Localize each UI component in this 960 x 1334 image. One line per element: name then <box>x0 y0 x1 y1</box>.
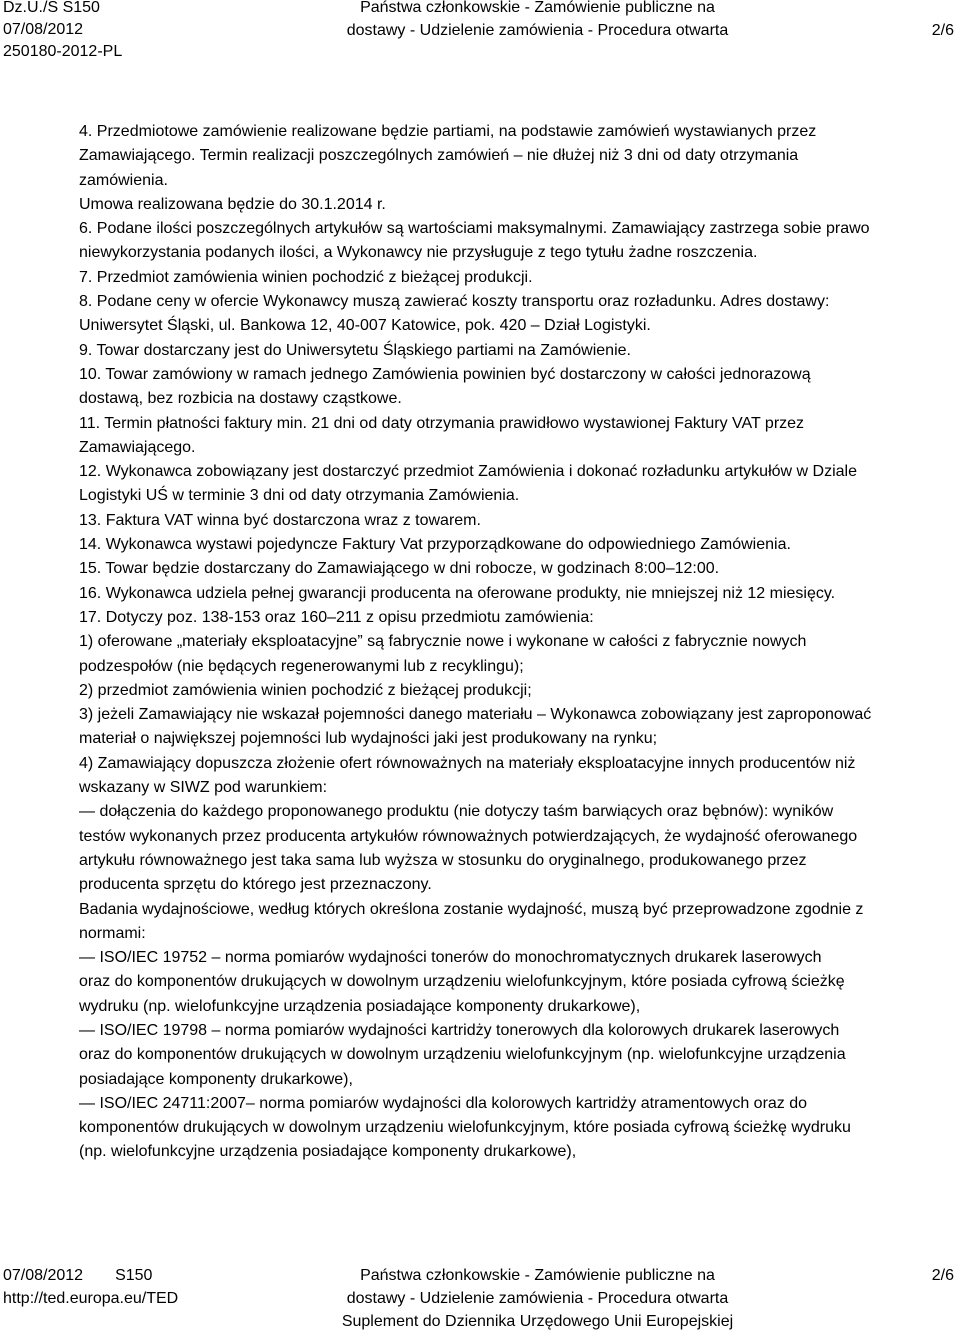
footer-page-number: 2/6 <box>931 1267 954 1284</box>
body-line: Zamawiającego. <box>79 438 196 456</box>
body-line: 9. Towar dostarczany jest do Uniwersytetu Śląskiego partiami na Zamówienie. <box>79 341 631 359</box>
footer-date: 07/08/2012 <box>3 1267 84 1284</box>
journal-ref: Dz.U./S S150 <box>3 0 100 16</box>
header-date: 07/08/2012 <box>3 21 84 38</box>
footer-title <box>250 1264 825 1333</box>
body-line: 11. Termin płatności faktury min. 21 dni od daty otrzymania prawidłowo wystawionej Faktury VAT przez <box>79 414 805 432</box>
body-line: Umowa realizowana będzie do 30.1.2014 r. <box>79 195 386 213</box>
body-line: 8. Podane ceny w ofercie Wykonawcy muszą zawierać koszty transportu oraz rozładunku. Adres dostawy: <box>79 293 830 311</box>
body-line: — ISO/IEC 19798 – norma pomiarów wydajności kartridży tonerowych dla kolorowych drukarek laserowych <box>79 1021 840 1039</box>
body-line: 10. Towar zamówiony w ramach jednego Zamówienia powinien być dostarczony w całości jednorazową <box>79 365 811 383</box>
footer-series: S150 <box>115 1267 153 1284</box>
footer-url-link[interactable]: http://ted.europa.eu/TED <box>3 1290 179 1307</box>
body-line: podzespołów (nie będących regenerowanymi lub z recyklingu); <box>79 657 524 675</box>
body-line: oraz do komponentów drukujących w dowolnym urządzeniu wielofunkcyjnym (np. wielofunkcyjne urządzenia <box>79 1046 846 1064</box>
body-line: — dołączenia do każdego proponowanego produktu (nie dotyczy taśm barwiących oraz bębnów): wyników <box>79 803 834 821</box>
body-line: Badania wydajnościowe, według których określona zostanie wydajność, muszą być przeprowadzone zgodnie z <box>79 900 864 918</box>
footer-title-line3: Suplement do Dziennika Urzędowego Unii Europejskiej <box>341 1313 734 1330</box>
body-line: posiadające komponenty drukarkowe), <box>79 1070 353 1088</box>
notice-id: 250180-2012-PL <box>3 43 123 60</box>
body-line: Zamawiającego. Termin realizacji poszczególnych zamówień – nie dłużej niż 3 dni od daty otrzymania <box>79 147 799 165</box>
body-line: (np. wielofunkcyjne urządzenia posiadające komponenty drukarkowe), <box>79 1143 577 1161</box>
body-line: 14. Wykonawca wystawi pojedyncze Faktury Vat przyporządkowane do odpowiedniego Zamówienia. <box>79 536 791 554</box>
body-line: niewykorzystania podanych ilości, a Wykonawcy nie przysługuje z tego tytułu żadne roszczenia. <box>79 244 758 262</box>
body-line: 1) oferowane „materiały eksploatacyjne” są fabrycznie nowe i wykonane w całości z fabrycznie nowych <box>79 633 807 651</box>
body-line: 15. Towar będzie dostarczany do Zamawiającego w dni robocze, w godzinach 8:00–12:00. <box>79 560 720 578</box>
body-line: materiał o największej pojemności lub wydajności jaki jest produkowany na rynku; <box>79 730 658 748</box>
header-title-line2: dostawy - Udzielenie zamówienia - Procedura otwarta <box>346 22 729 39</box>
body-line: 7. Przedmiot zamówienia winien pochodzić z bieżącej produkcji. <box>79 268 533 286</box>
body-line: zamówienia. <box>79 171 168 189</box>
body-line: komponentów drukujących w dowolnym urządzeniu wielofunkcyjnym, które posiada cyfrową ścieżkę wydruku <box>79 1119 851 1137</box>
body-line: 2) przedmiot zamówienia winien pochodzić z bieżącej produkcji; <box>79 681 532 699</box>
header-left <box>3 0 122 63</box>
body-line: 13. Faktura VAT winna być dostarczona wraz z towarem. <box>79 511 481 529</box>
body-line: wydruku (np. wielofunkcyjne urządzenia posiadające komponenty drukarkowe), <box>79 997 641 1015</box>
body-line: 17. Dotyczy poz. 138-153 oraz 160–211 z opisu przedmiotu zamówienia: <box>79 608 594 626</box>
body-line: Logistyki UŚ w terminie 3 dni od daty otrzymania Zamówienia. <box>79 487 520 505</box>
header-title-line1: Państwa członkowskie - Zamówienie publiczne na <box>360 0 715 16</box>
body-line: 4) Zamawiający dopuszcza złożenie ofert równoważnych na materiały eksploatacyjne innych producentów niż <box>79 754 856 772</box>
body-line: 12. Wykonawca zobowiązany jest dostarczyć przedmiot Zamówienia i dokonać rozładunku artykułów w Dziale <box>79 463 857 481</box>
body-line: normami: <box>79 924 146 942</box>
footer-left <box>3 1264 178 1310</box>
body-line: — ISO/IEC 24711:2007– norma pomiarów wydajności dla kolorowych kartridży atramentowych oraz do <box>79 1094 808 1112</box>
footer-title-line1: Państwa członkowskie - Zamówienie publiczne na <box>360 1267 715 1284</box>
footer-title-line2: dostawy - Udzielenie zamówienia - Procedura otwarta <box>346 1290 729 1307</box>
body-line: producenta sprzętu do którego jest przeznaczony. <box>79 876 432 894</box>
body-line: 16. Wykonawca udziela pełnej gwarancji producenta na oferowane produkty, nie mniejszej niż 12 miesięcy. <box>79 584 836 602</box>
body-line: 3) jeżeli Zamawiający nie wskazał pojemności danego materiału – Wykonawca zobowiązany jest zaproponować <box>79 706 872 724</box>
body-line: artykułu równoważnego jest taka sama lub wyższa w stosunku do oryginalnego, produkowanego przez <box>79 851 807 869</box>
body-line: 6. Podane ilości poszczególnych artykułów są wartościami maksymalnymi. Zamawiający zastrzega sobie prawo <box>79 220 870 238</box>
body-line: dostawą, bez rozbicia na dostawy cząstkowe. <box>79 390 402 408</box>
body-line: testów wykonanych przez producenta artykułów równoważnych potwierdzających, że wydajność oferowanego <box>79 827 858 845</box>
header-page-number: 2/6 <box>931 22 954 39</box>
body-line: oraz do komponentów drukujących w dowolnym urządzeniu wielofunkcyjnym, które posiada cyfrową ścieżkę <box>79 973 845 991</box>
body-line: wskazany w SIWZ pod warunkiem: <box>79 779 328 797</box>
body-line: — ISO/IEC 19752 – norma pomiarów wydajności tonerów do monochromatycznych drukarek laserowych <box>79 949 822 967</box>
body-line: Uniwersytet Śląski, ul. Bankowa 12, 40-007 Katowice, pok. 420 – Dział Logistyki. <box>79 317 651 335</box>
document-body <box>79 120 951 1165</box>
body-line: 4. Przedmiotowe zamówienie realizowane będzie partiami, na podstawie zamówień wystawianych przez <box>79 123 817 140</box>
